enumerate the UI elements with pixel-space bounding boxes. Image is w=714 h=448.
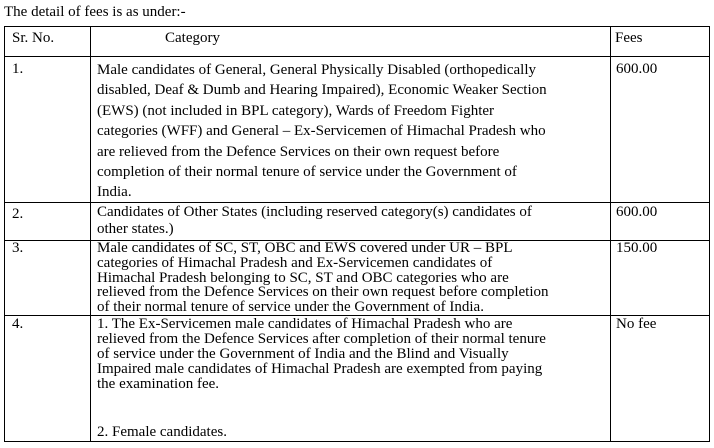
row-4-category — [97, 317, 607, 392]
header-category: Category — [165, 30, 220, 46]
row-4-line-4: Impaired male candidates of Himachal Pradesh are exempted from paying — [97, 361, 543, 377]
row-3-category — [97, 241, 607, 315]
row-1-line-3: (EWS) (not included in BPL category), Wards of Freedom Fighter — [97, 102, 495, 119]
intro-text: The detail of fees is as under:- — [4, 4, 186, 20]
header-fees: Fees — [615, 30, 643, 46]
row-3-line-1: Male candidates of SC, ST, OBC and EWS covered under UR – BPL — [97, 240, 513, 256]
row-4-fee: No fee — [616, 316, 657, 332]
row-3-line-4: relieved from the Defence Services on their own request before completion — [97, 284, 549, 301]
row-1-fee: 600.00 — [616, 61, 658, 77]
rule-top — [4, 26, 710, 27]
row-4-line-3: of service under the Government of India and the Blind and Visually — [97, 346, 509, 362]
rule-bottom — [4, 441, 710, 442]
row-3-line-3: Himachal Pradesh belonging to SC, ST and OBC categories who are — [97, 269, 509, 286]
row-3-sr: 3. — [12, 240, 24, 256]
rule-col1 — [90, 26, 91, 442]
row-1-line-5: are relieved from the Defence Services on their own request before — [97, 143, 500, 160]
rule-left — [4, 26, 5, 442]
row-4-category-part-2 — [97, 424, 607, 441]
row-3-line-2: categories of Himachal Pradesh and Ex-Servicemen candidates of — [97, 254, 493, 271]
row-1-category — [97, 60, 607, 203]
row-3-line-5: of their normal tenure of service under the Government of India. — [97, 299, 484, 316]
row-3-fee: 150.00 — [616, 240, 658, 256]
row-4-line-1: 1. The Ex-Servicemen male candidates of Himachal Pradesh who are — [97, 316, 513, 332]
row-2-line-1: Candidates of Other States (including reserved category(s) candidates of — [97, 204, 532, 220]
row-1-line-2: disabled, Deaf & Dumb and Hearing Impaired), Economic Weaker Section — [97, 82, 547, 99]
row-1-sr: 1. — [12, 61, 24, 77]
fees-table — [4, 26, 710, 442]
rule-col2 — [610, 26, 611, 442]
row-4-line-5: the examination fee. — [97, 376, 220, 392]
header-sr-no: Sr. No. — [12, 30, 55, 46]
rule-header-bottom — [4, 56, 710, 57]
row-1-line-1: Male candidates of General, General Physically Disabled (orthopedically — [97, 62, 537, 78]
row-4-line-2: relieved from the Defence Services after completion of their normal tenure — [97, 331, 546, 347]
row-4-line-6: 2. Female candidates. — [97, 424, 227, 440]
row-2-line-2: other states.) — [97, 221, 174, 237]
row-2-sr: 2. — [12, 206, 24, 222]
row-4-sr: 4. — [12, 316, 24, 332]
row-1-line-4: categories (WFF) and General – Ex-Servicemen of Himachal Pradesh who — [97, 123, 546, 140]
row-1-line-6: completion of their normal tenure of service under the Government of — [97, 164, 517, 181]
rule-right — [709, 26, 710, 442]
row-1-line-7: India. — [97, 184, 132, 201]
row-2-category — [97, 204, 607, 238]
row-2-fee: 600.00 — [616, 204, 658, 220]
